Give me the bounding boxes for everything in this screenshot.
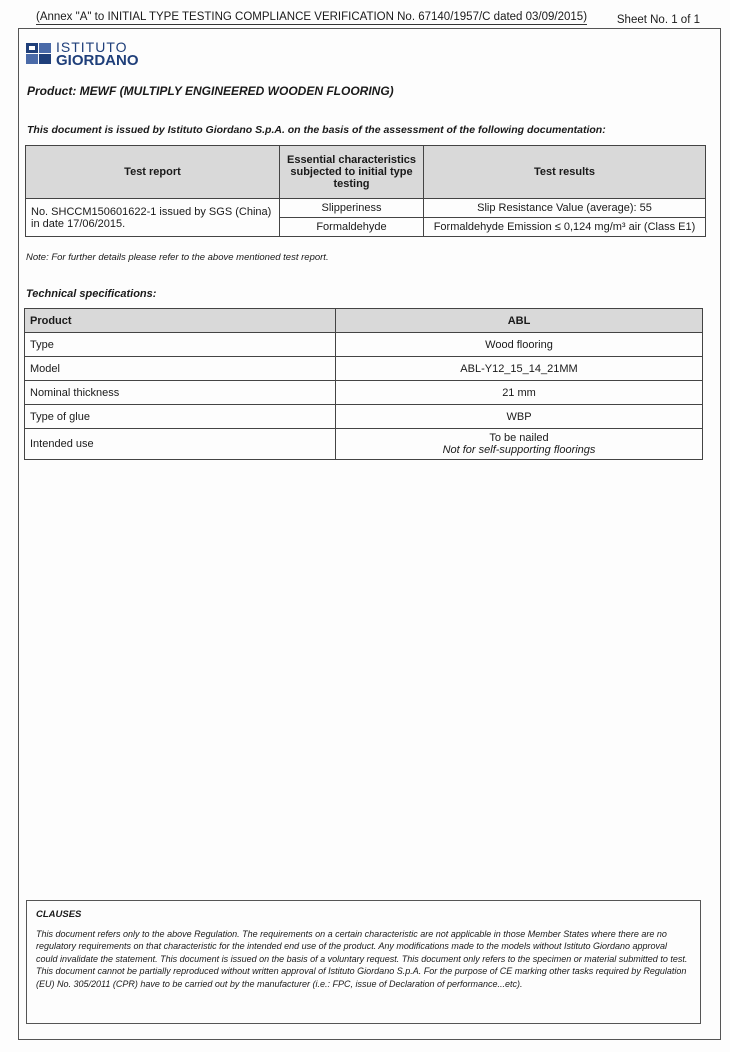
spec-label: Nominal thickness [25, 381, 336, 405]
spec-label: Type of glue [25, 405, 336, 429]
logo-mark-icon [26, 41, 52, 67]
clauses-title: CLAUSES [36, 909, 82, 920]
spec-value: ABL-Y12_15_14_21MM [336, 357, 703, 381]
test-report-reference: No. SHCCM150601622-1 issued by SGS (China) in date 17/06/2015. [26, 199, 280, 237]
spec-table [24, 308, 703, 460]
test-note: Note: For further details please refer to the above mentioned test report. [26, 252, 329, 263]
spec-header-value: ABL [336, 309, 703, 333]
logo-line-2: GIORDANO [56, 52, 139, 69]
clauses-box [26, 900, 701, 1024]
spec-label: Type [25, 333, 336, 357]
clauses-text: This document refers only to the above Regulation. The requirements on a certain characteristic are not applicable in those Member States where there are no regulatory requirements on that characteristic for the intended end use of the product. Any modifications made to the models without Istituto Giordano approval could invalidate the statement. This document is issued on the basis of a voluntary request. This document only refers to the specimen or material submitted to test. This document cannot be partially reproduced without written approval of Istituto Giordano S.p.A. For the purpose of CE marking other tasks required by Regulation (EU) No. 305/2011 (CPR) have to be carried out by the manufacturer (i.e.: FPC, issue of Declaration of performance...etc). [36, 928, 688, 989]
test-report-table [25, 145, 706, 237]
characteristic-cell: Slipperiness [280, 199, 424, 218]
spec-value: Wood flooring [336, 333, 703, 357]
spec-label: Model [25, 357, 336, 381]
result-cell: Slip Resistance Value (average): 55 [424, 199, 706, 218]
intended-use-line-1: To be nailed [489, 432, 549, 444]
header-test-report: Test report [26, 146, 280, 199]
header-test-results: Test results [424, 146, 706, 199]
product-title: Product: MEWF (MULTIPLY ENGINEERED WOODEN FLOORING) [27, 84, 394, 98]
spec-label: Intended use [25, 429, 336, 460]
spec-value-intended-use [336, 429, 703, 460]
spec-header-label: Product [25, 309, 336, 333]
istituto-giordano-logo [26, 40, 139, 68]
sheet-number: Sheet No. 1 of 1 [616, 14, 700, 26]
technical-specifications-title: Technical specifications: [26, 288, 157, 300]
logo-line-1: ISTITUTO [56, 39, 128, 55]
intended-use-line-2: Not for self-supporting floorings [442, 444, 596, 456]
header-characteristics: Essential characteristics subjected to initial type testing [280, 146, 424, 199]
annex-reference: (Annex "A" to INITIAL TYPE TESTING COMPLIANCE VERIFICATION No. 67140/1957/C dated 03/09/2015) [36, 11, 588, 23]
spec-value: WBP [336, 405, 703, 429]
issued-statement: This document is issued by Istituto Giordano S.p.A. on the basis of the assessment of the following documentation: [27, 124, 606, 136]
characteristic-cell: Formaldehyde [280, 218, 424, 237]
result-cell: Formaldehyde Emission ≤ 0,124 mg/m³ air (Class E1) [424, 218, 706, 237]
spec-value: 21 mm [336, 381, 703, 405]
